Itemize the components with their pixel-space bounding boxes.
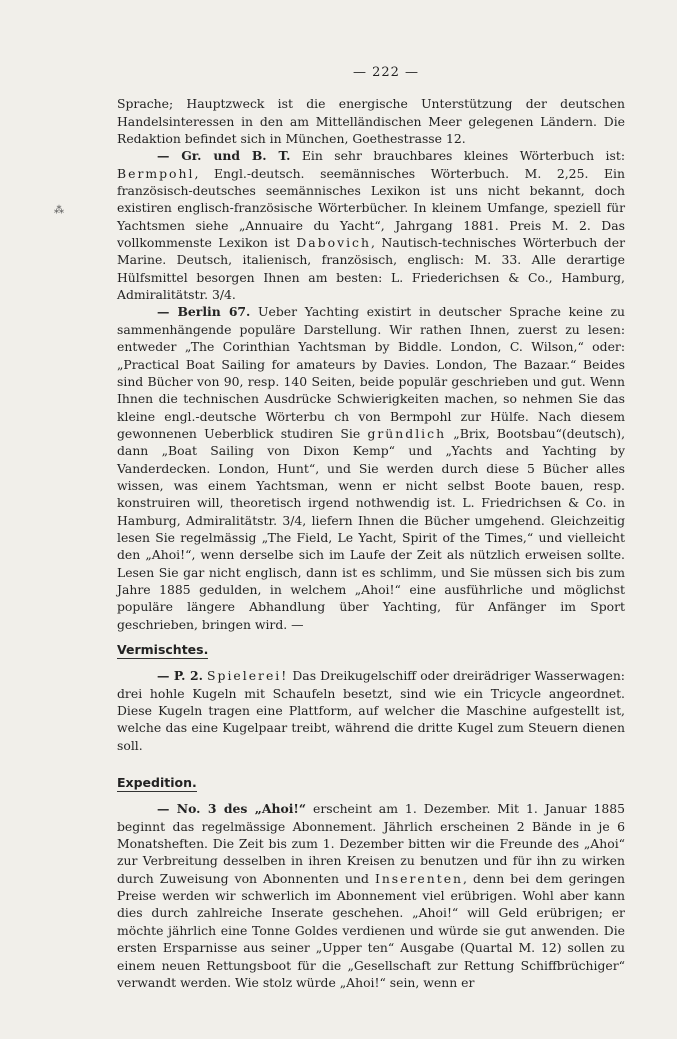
answer-gr-bt [117,147,625,303]
emphasis-inserenten: Inserenten [374,870,464,886]
paragraph-redaktion: Sprache; Hauptzweck ist die energische Unterstützung der deutschen Handelsinteressen in den am Mittelländischen Meer gelegenen Ländern. Die Redaktion befindet sich in München, Goethestrasse 12. [117,96,625,147]
answer-berlin-text-1: Ueber Yachting existirt in deutscher Sprache keine zu sammenhängende populäre Darstellung. Wir rathen Ihnen, zuerst zu lesen: entweder „The Corinthian Yachtsman by Biddle. London, C. Wilson,“ oder: „Practical Boat Sailing for amateurs by Davies. London, The Bazaar.“ Beides sind Bücher von 90, resp. 140 Seiten, beide populär geschrieben und gut. Wenn Ihnen die technischen Ausdrücke Schwierigkeiten machen, so nehmen Sie das kleine engl.-deutsche Wörterbu ch von Bermpohl zur Hülfe. Nach diesem gewonnenen Ueberblick studiren Sie [117,304,625,441]
name-dabovich: Dabovich [296,235,371,251]
section-heading-expedition: Expedition. [117,774,197,792]
answer-gr-bt-text-2: , Engl.-deutsch. seemännisches Wörterbuch. M. 2,25. Ein französisch-deutsches seemännisches Lexikon ist uns nicht bekannt, doch existiren englisch-französische Wörterbücher. In kleinem Umfange, speziell für Yachtsmen siehe „Annuaire du Yacht“, Jahrgang 1881. Preis M. 2. Das vollkommenste Lexikon ist [117,165,625,251]
item-no3 [117,800,625,991]
page-number: — 222 — [352,65,420,80]
item-no3-text-1: erscheint am 1. Dezember. Mit 1. Januar 1885 beginnt das regelmässige Abonnement. Jährlich erscheinen 2 Bände in je 6 Monatsheften. Die Zeit bis zum 1. Dezember bitten wir die Freunde des „Ahoi“ zur Verbreitung desselben in ihren Kreisen zu benutzen und für ihn zu wirken durch Zuweisung von Abonnenten und [117,801,626,886]
answer-berlin-text-2: „Brix, Bootsbau“(deutsch), dann „Boat Sailing von Dixon Kemp“ und „Yachts and Yachting by Vanderdecken. London, Hunt“, und Sie werden durch diese 5 Bücher alles wissen, was einem Yachtsman, wenn er nicht selbst Boote bauen, resp. konstruiren will, theoretisch irgend nothwendig ist. L. Friedrichsen & Co. in Hamburg, Admiralitätstr. 3/4, liefern Ihnen die Bücher umgehend. Gleichzeitig lesen Sie regelmässig „The Field, Le Yacht, Spirit of the Times,“ und vielleicht den „Ahoi!“, wenn derselbe sich im Laufe der Zeit als nützlich erweisen sollte. Lesen Sie gar nicht englisch, dann ist es schlimm, und Sie müssen sich bis zum Jahre 1885 gedulden, in welchem „Ahoi!“ eine ausführliche und möglichst populäre längere Abhandlung über Yachting, für Anfänger im Sport geschrieben, bringen wird. — [117,425,626,632]
answer-berlin-67 [117,303,625,633]
spacer [117,754,625,766]
item-p2-text: Das Dreikugelschiff oder dreirädriger Wasserwagen: drei hohle Kugeln mit Schaufeln besetzt, sind wie ein Tricycle angeordnet. Diese Kugeln tragen eine Plattform, auf welcher die Maschine aufgestellt ist, welche das eine Kugelpaar treibt, während die dritte Kugel zum Steuern dienen soll. [117,668,625,753]
page-content [117,64,625,991]
answer-gr-bt-heading: — Gr. und B. T. [157,148,291,164]
item-no3-text-2: , denn bei dem geringen Preise werden wir schwerlich im Abonnement viel erübrigen. Wohl aber kann dies durch zahlreiche Inserate geschehen. „Ahoi!“ will Geld erübrigen; er möchte jährlich eine Tonne Goldes verdienen und würde sie gut anwenden. Die ersten Ersparnisse aus seiner „Upper ten“ Ausgabe (Quartal M. 12) sollen zu einem neuen Rettungsboot für die „Gesellschaft zur Rettung Schiffbrüchiger“ verwandt werden. Wie stolz würde „Ahoi!“ sein, wenn er [117,870,625,990]
item-p2 [117,667,625,754]
item-no3-heading: — No. 3 des „Ahoi!“ [157,801,307,817]
ink-blemish: ⁂ [54,205,64,216]
answer-gr-bt-text-3: , Nautisch-technisches Wörterbuch der Marine. Deutsch, italienisch, französisch, englisch: M. 33. Alle derartige Hülfsmittel besorgen Ihnen am besten: L. Friederichsen & Co., Hamburg, Admiralitätstr. 3/4. [117,235,625,303]
emphasis-gruendlich: gründlich [367,425,447,441]
name-bermpohl: Bermpohl [117,165,195,181]
answer-gr-bt-text-1: Ein sehr brauchbares kleines Wörterbuch ist: [290,148,626,164]
section-heading-vermischtes: Vermischtes. [117,641,208,659]
emphasis-spielerei: Spielerei! [207,668,289,684]
answer-berlin-heading: — Berlin 67. [157,304,251,320]
item-p2-heading: — P. 2. [157,668,203,684]
